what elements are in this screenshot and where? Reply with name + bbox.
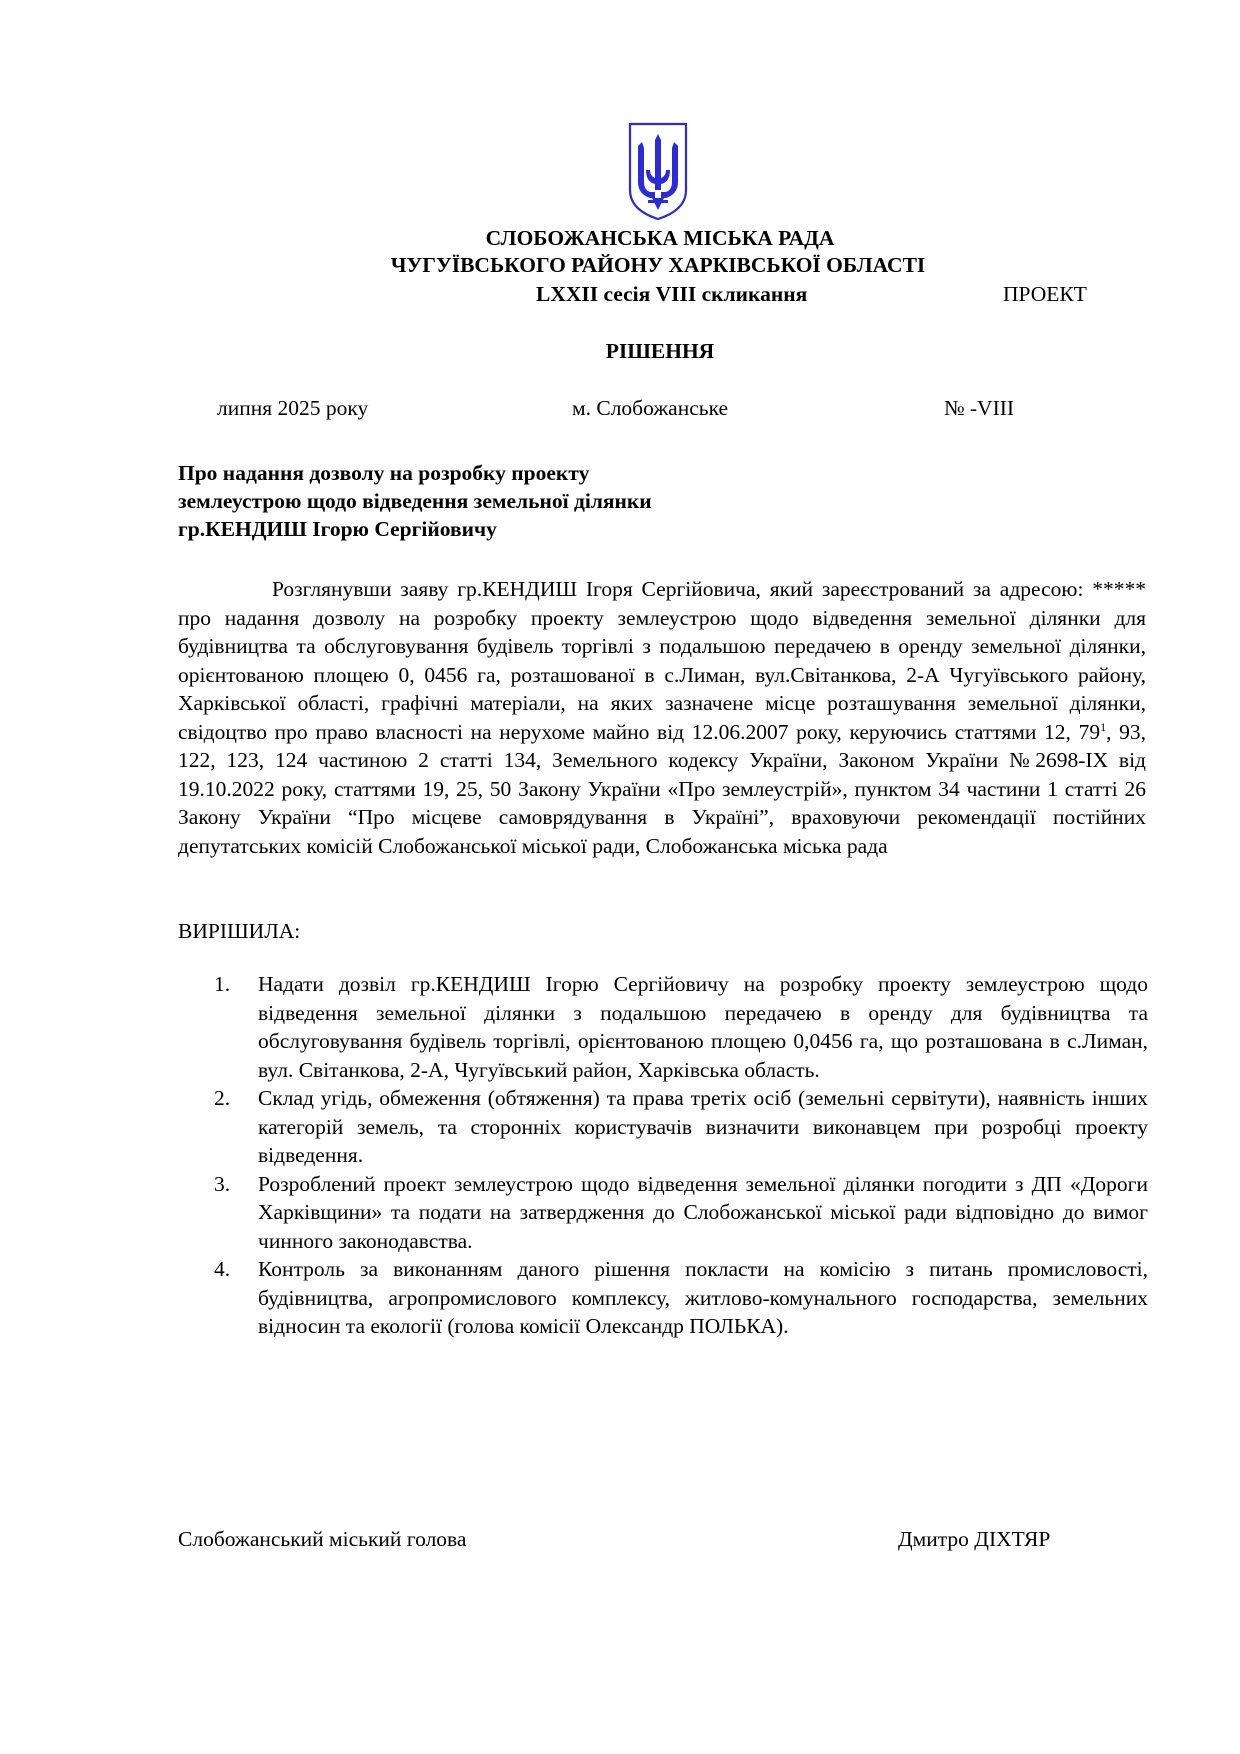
decision-place: м. Слобожанське	[572, 396, 729, 420]
council-title: СЛОБОЖАНСЬКА МІСЬКА РАДА	[485, 226, 835, 250]
item-number: 3.	[214, 1171, 231, 1196]
subject-line-2: землеустрою щодо відведення земельної ділянки	[178, 489, 652, 513]
signature-position: Слобожанський міський голова	[178, 1527, 467, 1551]
subject-line-3: гр.КЕНДИШ Ігорю Сергійовичу	[178, 517, 497, 541]
article-superscript: 1	[1100, 719, 1107, 734]
decision-date: липня 2025 року	[217, 396, 369, 420]
item-text: Склад угідь, обмеження (обтяження) та права третіх осіб (земельні сервітути), наявність інших категорій земель, та сторонніх користувачів визначити виконавцем при розробці проекту відведення.	[258, 1086, 1148, 1167]
decision-items-list	[178, 970, 1148, 1341]
item-number: 4.	[214, 1257, 231, 1281]
preamble-text-part-1: Розглянувши заяву гр.КЕНДИШ Ігоря Сергійовича, який зареєстрований за адресою: ***** про надання дозволу на розробку проекту землеустрою щодо відведення земельної ділянки для будівництва та обслуговування будівель торгівлі з подальшою передачею в оренду земельної ділянки, орієнтованою площею 0, 0456 га, розташованої в с.Лиман, вул.Світанкова, 2-А Чугуївського району, Харківської області, графічні матеріали, на яких зазначене місце розташування земельної ділянки, свідоцтво про право власності на нерухоме майно від 12.06.2007 року, керуючись статтями 12, 79	[178, 577, 1146, 744]
list-item	[178, 1255, 1148, 1341]
item-text: Розроблений проект землеустрою щодо відведення земельної ділянки погодити з ДП «Дороги Харківщини» та подати на затвердження до Слобожанської міської ради відповідно до вимог чинного законодавства.	[258, 1171, 1148, 1253]
draft-mark: ПРОЕКТ	[1003, 282, 1087, 306]
decision-number: № -VIII	[944, 396, 1015, 420]
subject-line-1: Про надання дозволу на розробку проекту	[178, 461, 590, 485]
item-text: Надати дозвіл гр.КЕНДИШ Ігорю Сергійовичу на розробку проекту землеустрою щодо відведення земельної ділянки з подальшою передачею в оренду для будівництва та обслуговування будівель торгівлі, орієнтованою площею 0,0456 га, що розташована в с.Лиман, вул. Світанкова, 2-А, Чугуївський район, Харківська область.	[258, 972, 1148, 1082]
decided-label: ВИРІШИЛА:	[178, 919, 301, 943]
list-item	[178, 970, 1148, 1084]
item-number: 1.	[214, 972, 231, 996]
document-type: РІШЕННЯ	[605, 339, 715, 363]
item-number: 2.	[214, 1086, 231, 1110]
list-item	[178, 1170, 1148, 1256]
district-title: ЧУГУЇВСЬКОГО РАЙОНУ ХАРКІВСЬКОЇ ОБЛАСТІ	[390, 253, 926, 277]
list-item	[178, 1084, 1148, 1170]
item-text: Контроль за виконанням даного рішення покласти на комісію з питань промисловості, будівництва, агропромислового комплексу, житлово-комунального господарства, земельних відносин та екології (голова комісії Олександр ПОЛЬКА).	[258, 1257, 1148, 1338]
preamble-paragraph	[178, 575, 1146, 860]
coat-of-arms-icon	[624, 120, 692, 222]
signature-name: Дмитро ДІХТЯР	[898, 1527, 1051, 1551]
session-line: LXXII сесія VIII скликання	[536, 282, 808, 306]
preamble-text-part-2: , 93, 122, 123, 124 частиною 2 статті 134, Земельного кодексу України, Законом України №2698-IX від 19.10.2022 року, статтями 19, 25, 50 Закону України «Про землеустрій», пунктом 34 частини 1 статті 26 Закону України “Про місцеве самоврядування в Україні”, враховуючи рекомендації постійних депутатських комісій Слобожанської міської ради, Слобожанська міська рада	[178, 719, 1147, 858]
